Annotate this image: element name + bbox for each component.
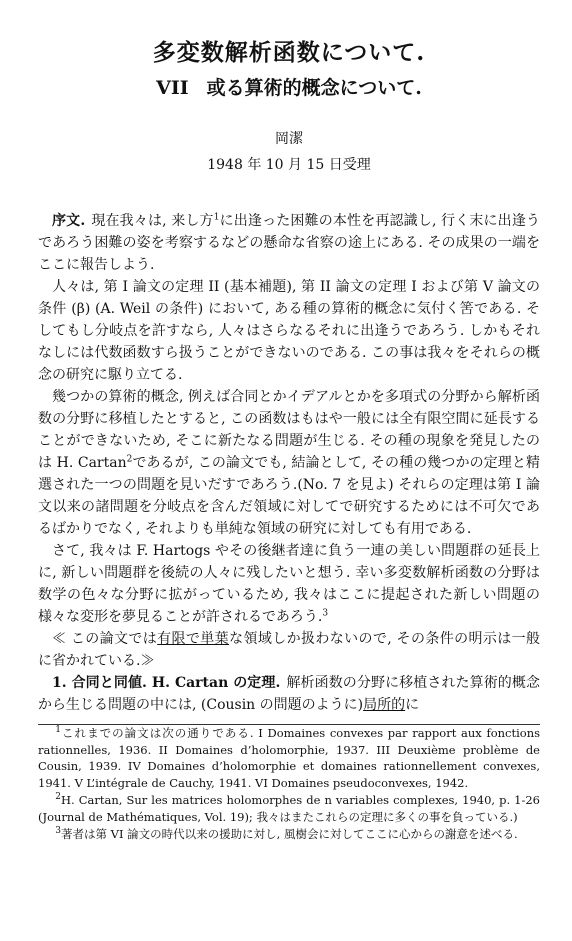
intro-paragraph-5: ≪ この論文では有限で単葉な領域しか扱わないので, その条件の明示は一般に省かれている.≫: [38, 631, 541, 669]
intro-paragraph-4: さて, 我々は F. Hartogs やその後継者達に負う一連の美しい問題群の延長上に, 新しい問題群を後続の人々に残したいと想う. 幸い多変数解析函数の分野は数学の色々な分野に拡がっているため, 我々はここに提起された新しい問題の様々な変形を夢見ることが許されるであろう.$^3$: [38, 543, 540, 625]
intro-paragraph-1: 序文. 現在我々は, 来し方$^1$に出逢った困難の本性を再認識し, 行く末に出逢うであろう困難の姿を考察するなどの懸命な省察の途上にある. その成果の一端をここに報告しよう.: [38, 212, 541, 273]
footnote-2: $^2$H. Cartan, Sur les matrices holomorphes de n variables complexes, 1940, p. 1-26 (Journal de Mathématiques, Vol. 19); 我々はまたこれらの定理に多くの事を負っている.): [38, 792, 540, 824]
footnote-ref-1: 1: [213, 212, 220, 223]
underlined-term-local: 局所的: [363, 697, 406, 713]
body-text: [38, 210, 540, 716]
author: 岡潔: [275, 131, 303, 147]
footnotes: [38, 725, 540, 843]
paper-subtitle: [38, 73, 540, 100]
subtitle-text: 或る算術的概念について.: [206, 77, 422, 99]
footnote-1: $^1$これまでの論文は次の通りである. I Domaines convexes par rapport aux fonctions rationnelles, 1936. II Domaines d’holomorphie, 1937. III Deuxième problème de Cousin, 1939. IV Domaines d’holomorphie et domaines rationnellement convexes, 1941. V L’intégrale de Cauchy, 1941. VI Domaines pseudoconvexes, 1942.: [38, 725, 540, 790]
intro-heading: 序文.: [52, 213, 86, 229]
intro-paragraph-3: 幾つかの算術的概念, 例えば合同とかイデアルとかを多項式の分野から解析函数の分野に移植したとすると, この函数はもはや一般には全有限空間に延長することができないため, そこに新たなる問題が生じる. その種の現象を発見したのは H. Cartan$^2$であるが, この論文でも, 結論として, その種の幾つかの定理と精選された一つの問題を見いだすであろう.(No. 7 を見よ) それらの定理は第 I 論文以来の諸問題を分岐点を含んだ領域に対してで研究するためには不可欠であるばかりでなく, それよりも単純な領域の研究に対しても有用である.: [38, 389, 540, 537]
section-1-heading: 1. 合同と同値. H. Cartan の定理.: [52, 675, 281, 691]
intro-paragraph-2: 人々は, 第 I 論文の定理 II (基本補題), 第 II 論文の定理 I および第 V 論文の条件 (β) (A. Weil の条件) において, ある種の算術的概念に気付く筈である. そしてもし分岐点を許すなら, 人々はさらなるそれに出逢うであろう. しかもそれなしには代数函数すら扱うことができないのである. この事は我々をそれらの概念の研究に駆り立てる.: [38, 279, 540, 383]
section-1-paragraph: 1. 合同と同値. H. Cartan の定理. 解析函数の分野に移植された算術的概念から生じる問題の中には, (Cousin の問題のように)局所的に: [38, 675, 540, 713]
received-date: 1948 年 10 月 15 日受理: [207, 157, 371, 173]
footnote-ref-2: 2: [126, 454, 133, 465]
subtitle-number: VII: [156, 77, 189, 99]
paper-title: 多変数解析函数について.: [152, 39, 426, 66]
underlined-term: 有限で単葉: [157, 631, 230, 647]
footnote-ref-3: 3: [322, 608, 329, 619]
footnote-3: $^3$著者は第 VI 論文の時代以来の援助に対し, 風樹会に対してここに心からの謝意を述べる.: [55, 826, 518, 841]
